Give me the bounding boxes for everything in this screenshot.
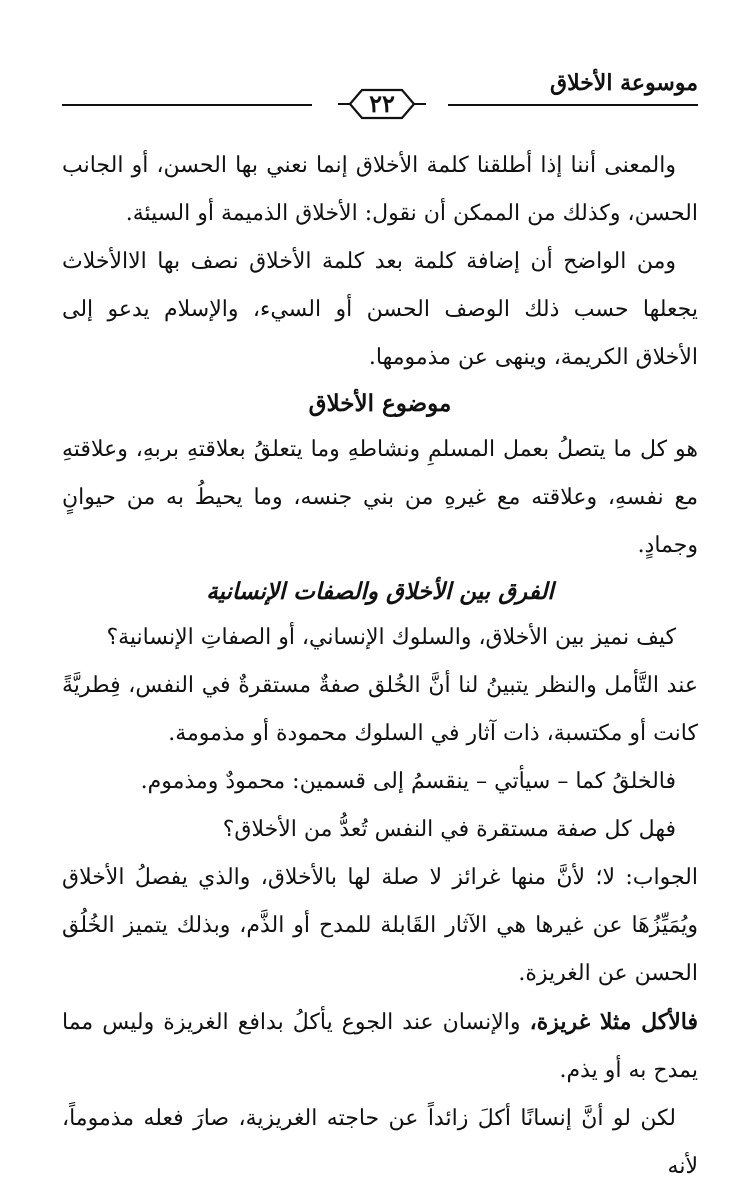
page-number: ٢٢	[369, 89, 395, 118]
page-number-badge	[336, 85, 428, 123]
paragraph: لكن لو أنَّ إنسانًا أكلَ زائداً عن حاجته الغريزية، صارَ فعله مذموماً، لأنه	[62, 1106, 698, 1179]
page-header	[62, 60, 698, 120]
paragraph: الجواب: لا؛ لأنَّ منها غرائز لا صلة لها بالأخلاق، والذي يفصلُ الأخلاق ويُمَيِّزُهَا عن غيرها هي الآثار القَابلة للمدح أو الذَّم، وبذلك يتميز الخُلُق الحسن عن الغريزة.	[62, 865, 698, 986]
paragraph: هو كل ما يتصلُ بعمل المسلمِ ونشاطهِ وما يتعلقُ بعلاقتهِ بربهِ، وعلاقتهِ مع نفسهِ، وعلاقته مع غيرهِ من بني جنسه، وما يحيطُ به من حيوانٍ وجمادٍ.	[62, 437, 698, 558]
book-title: موسوعة الأخلاق	[550, 70, 698, 96]
paragraph: كيف نميز بين الأخلاق، والسلوك الإنساني، أو الصفاتِ الإنسانية؟	[106, 625, 676, 650]
page-body	[62, 142, 698, 1191]
paragraph: والمعنى أننا إذا أطلقنا كلمة الأخلاق إنما نعني بها الحسن، أو الجانب الحسن، وكذلك من الممكن أن نقول: الأخلاق الذميمة أو السيئة.	[62, 153, 698, 226]
paragraph	[62, 998, 698, 1095]
paragraph: عند التَّأمل والنظر يتبينُ لنا أنَّ الخُلق صفةٌ مستقرةٌ في النفس، فِطريَّةً كانت أو مكتسبة، ذات آثار في السلوك محمودة أو مذمومة.	[62, 673, 698, 746]
section-heading: الفرق بين الأخلاق والصفات الإنسانية	[206, 578, 554, 605]
section-heading: موضوع الأخلاق	[308, 390, 452, 417]
paragraph: فهل كل صفة مستقرة في النفس تُعدُّ من الأخلاق؟	[222, 817, 676, 842]
header-rule-right	[448, 104, 698, 106]
paragraph: ومن الواضح أن إضافة كلمة بعد كلمة الأخلاق نصف بها الاالأخلاث يجعلها حسب ذلك الوصف الحسن أو السيء، والإسلام يدعو إلى الأخلاق الكريمة، وينهى عن مذمومها.	[62, 249, 698, 370]
paragraph-text: والإنسان عند الجوع يأكلُ بدافع الغريزة وليس مما يمدح به أو يذم.	[62, 1010, 698, 1083]
header-rule-left	[62, 104, 312, 106]
paragraph: فالخلقُ كما – سيأتي – ينقسمُ إلى قسمين: محمودٌ ومذموم.	[140, 769, 676, 794]
bold-lead: فالأكل مثلا غريزة،	[529, 1009, 698, 1035]
